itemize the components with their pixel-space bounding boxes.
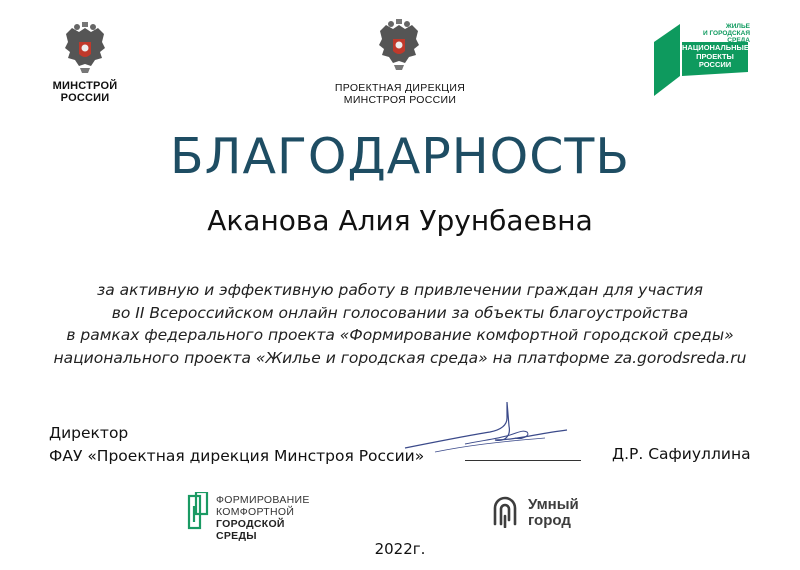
minstroy-logo-text: МИНСТРОЙ РОССИИ bbox=[52, 80, 118, 104]
fcs-line3: ГОРОДСКОЙ СРЕДЫ bbox=[216, 518, 285, 542]
fcs-line1: ФОРМИРОВАНИЕ bbox=[216, 494, 310, 506]
body-line: в рамках федерального проекта «Формирование комфортной городской среды» bbox=[66, 326, 734, 344]
signatory-name: Д.Р. Сафиуллина bbox=[612, 445, 751, 463]
national-projects-main2: ПРОЕКТЫ bbox=[696, 51, 734, 61]
fcs-logo bbox=[186, 492, 326, 542]
body-line: за активную и эффективную работу в привлечении граждан для участия bbox=[97, 281, 703, 299]
smart-city-logo bbox=[491, 494, 601, 530]
certificate-title: БЛАГОДАРНОСТЬ bbox=[170, 128, 630, 185]
handwritten-signature bbox=[395, 396, 575, 456]
recipient-name: Аканова Алия Урунбаевна bbox=[207, 204, 593, 237]
national-projects-logo bbox=[654, 20, 750, 98]
body-line: во II Всероссийском онлайн голосовании за объекты благоустройства bbox=[111, 303, 689, 322]
national-projects-top2: И ГОРОДСКАЯ СРЕДА bbox=[702, 30, 750, 44]
certificate-body bbox=[0, 279, 800, 369]
certificate-year: 2022г. bbox=[374, 540, 426, 558]
coat-of-arms-icon bbox=[376, 19, 422, 71]
signatory-role: Директор bbox=[49, 424, 129, 442]
national-projects-main1: НАЦИОНАЛЬНЫЕ bbox=[682, 43, 749, 52]
directorate-logo-text: ПРОЕКТНАЯ ДИРЕКЦИЯ МИНСТРОЯ РОССИИ bbox=[334, 82, 466, 106]
body-line: национального проекта «Жилье и городская среда» на платформе za.gorodsreda.ru bbox=[53, 348, 747, 367]
signatory-block bbox=[49, 422, 424, 468]
signature-line bbox=[465, 460, 581, 461]
fcs-line2: КОМФОРТНОЙ bbox=[216, 506, 295, 518]
national-projects-main3: РОССИИ bbox=[698, 60, 732, 69]
smart-city-line2: город bbox=[528, 512, 571, 529]
smart-city-line1: Умный bbox=[528, 496, 579, 513]
coat-of-arms-icon bbox=[62, 22, 108, 74]
national-projects-top1: ЖИЛЬЕ bbox=[725, 23, 750, 30]
signatory-organization: ФАУ «Проектная дирекция Минстроя России» bbox=[49, 447, 425, 465]
